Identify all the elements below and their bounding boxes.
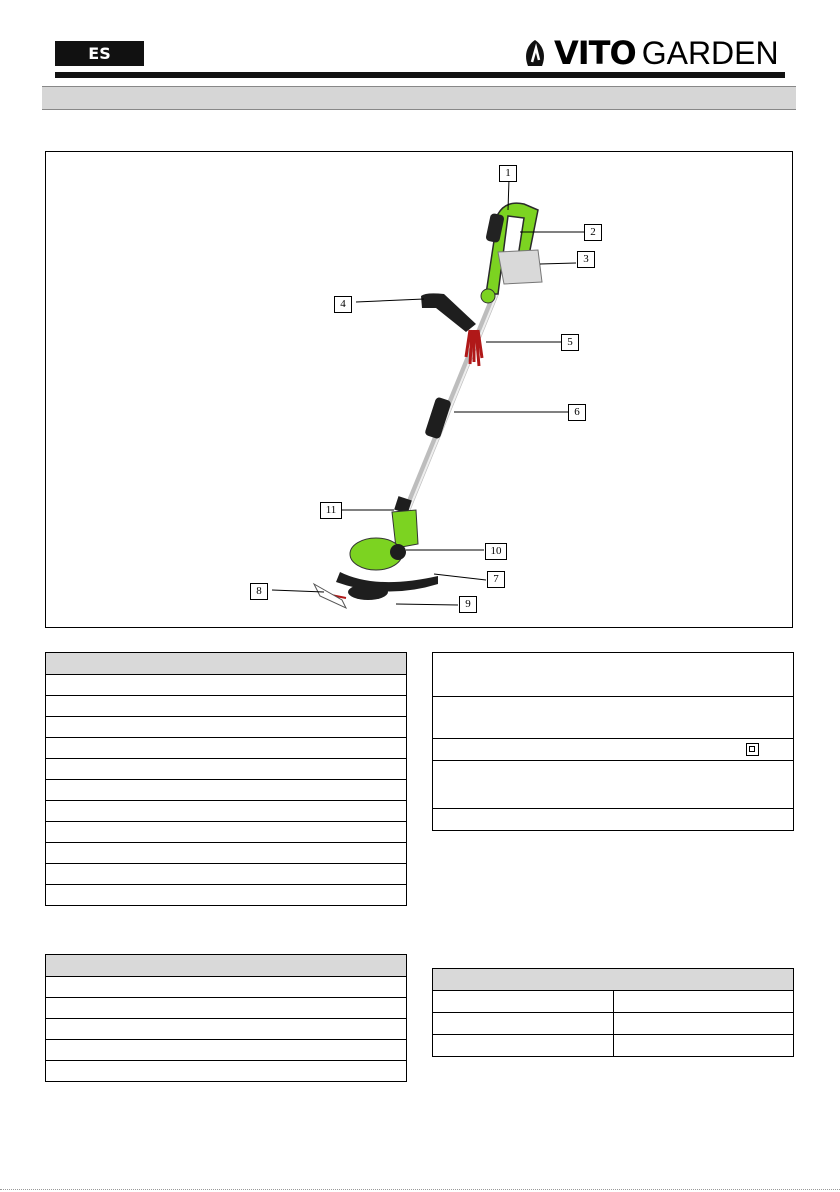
callout-8: 8 — [250, 583, 268, 600]
table-row — [46, 822, 407, 843]
table-row — [46, 864, 407, 885]
symbols-table — [432, 968, 794, 1057]
table-row — [46, 1040, 407, 1061]
accessories-table — [45, 954, 407, 1082]
callout-3: 3 — [577, 251, 595, 268]
callout-7: 7 — [487, 571, 505, 588]
symbol-cell — [433, 1013, 614, 1035]
callout-1: 1 — [499, 165, 517, 182]
callout-2: 2 — [584, 224, 602, 241]
table-row — [46, 843, 407, 864]
symbol-cell — [433, 1035, 614, 1057]
table-row — [46, 780, 407, 801]
table-row — [46, 675, 407, 696]
product-figure-box — [45, 151, 793, 628]
brand-vito-text: VITO — [554, 34, 636, 72]
grass-trimmer-illustration — [46, 152, 791, 626]
table-row — [613, 991, 794, 1013]
table-row — [433, 809, 794, 831]
callout-5: 5 — [561, 334, 579, 351]
table-row — [46, 977, 407, 998]
callout-11: 11 — [320, 502, 342, 519]
motor-housing — [392, 510, 418, 548]
battery-pack — [498, 250, 542, 284]
table-row — [46, 738, 407, 759]
callout-6: 6 — [568, 404, 586, 421]
table-row — [46, 1019, 407, 1040]
double-insulation-icon — [746, 743, 759, 756]
table-row — [433, 761, 794, 809]
table-row — [433, 653, 794, 697]
table-row — [46, 885, 407, 906]
brand-garden-text: GARDEN — [641, 34, 779, 71]
symbols-header — [433, 969, 794, 991]
table-row — [613, 1013, 794, 1035]
section-title-band — [42, 86, 796, 110]
specs-table — [432, 652, 794, 831]
table-row — [46, 759, 407, 780]
callout-10: 10 — [485, 543, 507, 560]
callout-9: 9 — [459, 596, 477, 613]
table-row — [46, 998, 407, 1019]
callout-4: 4 — [334, 296, 352, 313]
table-row — [46, 717, 407, 738]
brand-logo — [522, 36, 779, 70]
table-row — [433, 697, 794, 739]
plant-guard — [314, 584, 346, 608]
logo-leaf-icon — [522, 38, 548, 68]
parts-list-table — [45, 652, 407, 906]
table-row — [613, 1035, 794, 1057]
head-angle-button — [390, 544, 406, 560]
auxiliary-handle — [421, 293, 476, 332]
parts-list-header — [46, 653, 407, 675]
language-badge: ES — [55, 41, 144, 66]
symbol-cell — [433, 991, 614, 1013]
table-row — [46, 801, 407, 822]
table-row — [433, 739, 794, 761]
shaft — [406, 292, 496, 512]
table-row — [46, 1061, 407, 1082]
spool — [348, 584, 388, 600]
header-rule — [55, 72, 785, 78]
page-bottom-edge — [0, 1189, 840, 1190]
table-row — [46, 696, 407, 717]
accessories-header — [46, 955, 407, 977]
